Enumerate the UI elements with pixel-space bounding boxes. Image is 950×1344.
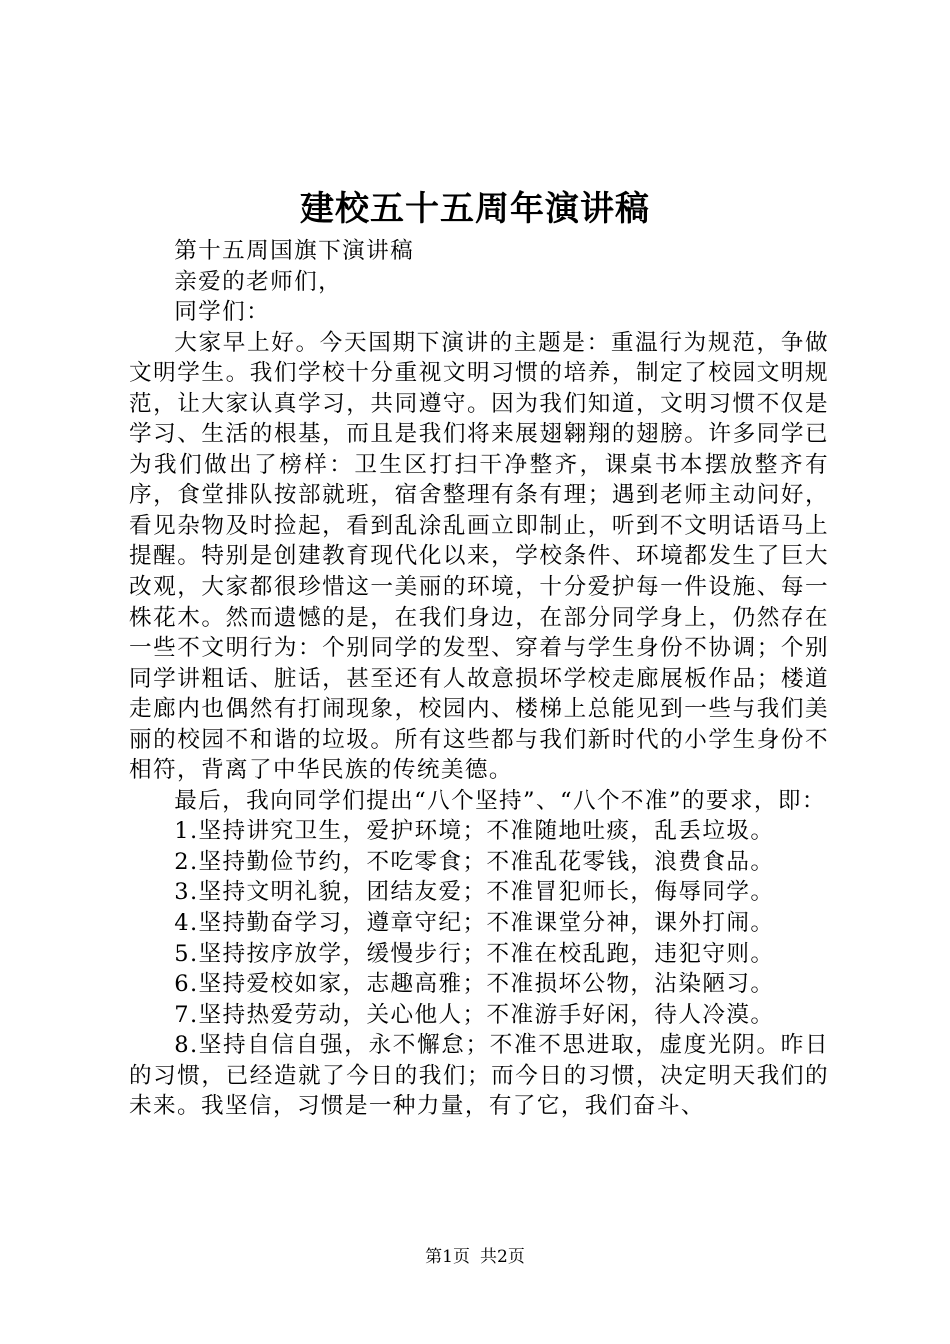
document-title: 建校五十五周年演讲稿 [300,189,650,229]
page-footer [0,1245,950,1269]
paragraph-requirements-intro: 最后，我向同学们提出“八个坚持”、“八个不准”的要求，即： [174,787,826,814]
list-item: 1.坚持讲究卫生，爱护环境；不准随地吐痰，乱丢垃圾。 [174,818,775,845]
paragraph-subtitle: 第十五周国旗下演讲稿 [174,238,415,264]
paragraph-main: 大家早上好。今天国期下演讲的主题是：重温行为规范，争做文明学生。我们学校十分重视文明习惯的培养，制定了校园文明规范，让大家认真学习，共同遵守。因为我们知道，文明习惯不仅是学习、生活的根基，而且是我们将来展翅翱翔的翅膀。许多同学已为我们做出了榜样：卫生区打扫干净整齐，课桌书本摆放整齐有序，食堂排队按部就班，宿舍整理有条有理；遇到老师主动问好，看见杂物及时捡起，看到乱涂乱画立即制止，听到不文明话语马上提醒。特别是创建教育现代化以来，学校条件、环境都发生了巨大改观，大家都很珍惜这一美丽的环境，十分爱护每一件设施、每一株花木。然而遗憾的是，在我们身边，在部分同学身上，仍然存在一些不文明行为：个别同学的发型、穿着与学生身份不协调；个别同学讲粗话、脏话，甚至还有人故意损坏学校走廊展板作品；楼道走廊内也偶然有打闹现象，校园内、楼梯上总能见到一些与我们美丽的校园不和谐的垃圾。所有这些都与我们新时代的小学生身份不相符，背离了中华民族的传统美德。 [129,329,829,784]
page-total: 共2页 [480,1247,525,1267]
list-item: 3.坚持文明礼貌，团结友爱；不准冒犯师长，侮辱同学。 [174,879,775,906]
list-item: 2.坚持勤俭节约，不吃零食；不准乱花零钱，浪费食品。 [174,848,775,875]
list-item-last: 8.坚持自信自强，永不懈怠；不准不思进取，虚度光阴。昨日的习惯，已经造就了今日的我们；而今日的习惯，决定明天我们的未来。我坚信，习惯是一种力量，有了它，我们奋斗、 [129,1032,829,1120]
list-item: 5.坚持按序放学，缓慢步行；不准在校乱跑，违犯守则。 [174,940,775,967]
list-item: 4.坚持勤奋学习，遵章守纪；不准课堂分神，课外打闹。 [174,910,775,937]
paragraph-salutation-teachers: 亲爱的老师们， [174,268,343,295]
page-number: 第1页 [425,1247,470,1267]
list-item: 7.坚持热爱劳动，关心他人；不准游手好闲，待人冷漠。 [174,1001,775,1028]
list-item: 6.坚持爱校如家，志趣高雅；不准损坏公物，沾染陋习。 [174,971,775,998]
paragraph-salutation-students: 同学们： [174,299,271,326]
document-body [129,236,829,1122]
